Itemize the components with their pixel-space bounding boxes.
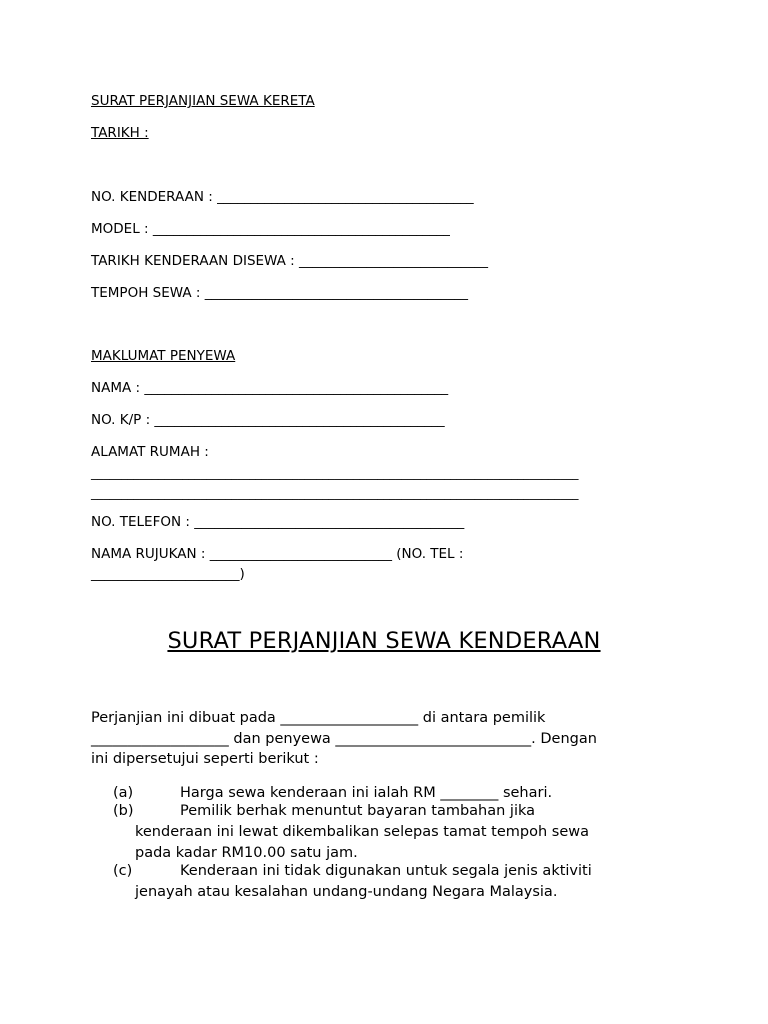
clause-b-text-line-1: Pemilik berhak menuntut bayaran tambahan jika xyxy=(180,803,536,819)
date-label: TARIKH : xyxy=(91,125,149,141)
agreement-paragraph-line-3: ini dipersetujui seperti berikut : xyxy=(91,751,319,767)
renter-info-heading: MAKLUMAT PENYEWA xyxy=(91,348,236,364)
clause-b-text-line-2: kenderaan ini lewat dikembalikan selepas tamat tempoh sewa xyxy=(135,824,590,840)
renter-name-field: NAMA : _____________________________________________ xyxy=(91,380,449,396)
clause-a-text: Harga sewa kenderaan ini ialah RM ________ sehari. xyxy=(180,785,553,801)
agreement-title: SURAT PERJANJIAN SEWA KENDERAAN xyxy=(167,628,601,654)
address-line-1: ________________________________________________________________________________ xyxy=(91,466,579,480)
clause-b-text-line-3: pada kadar RM10.00 satu jam. xyxy=(135,845,358,861)
clause-a-label: (a) xyxy=(113,785,134,801)
clause-c-label: (c) xyxy=(113,863,133,879)
clause-c-text-line-1: Kenderaan ini tidak digunakan untuk segala jenis aktiviti xyxy=(180,863,592,879)
vehicle-model-field: MODEL : ____________________________________________ xyxy=(91,221,450,237)
address-line-2: ________________________________________________________________________________ xyxy=(91,486,579,500)
rental-period-field: TEMPOH SEWA : _______________________________________ xyxy=(91,285,468,301)
date-rented-field: TARIKH KENDERAAN DISEWA : ____________________________ xyxy=(91,253,489,269)
agreement-paragraph-line-1: Perjanjian ini dibuat pada ___________________ di antara pemilik xyxy=(91,710,546,726)
agreement-paragraph-line-2: ___________________ dan penyewa ___________________________. Dengan xyxy=(91,731,597,747)
renter-ic-field: NO. K/P : ___________________________________________ xyxy=(91,412,445,428)
clause-c-text-line-2: jenayah atau kesalahan undang-undang Negara Malaysia. xyxy=(135,884,558,900)
letter-title: SURAT PERJANJIAN SEWA KERETA xyxy=(91,93,315,109)
address-label: ALAMAT RUMAH : xyxy=(91,444,209,460)
phone-field: NO. TELEFON : ________________________________________ xyxy=(91,514,465,530)
reference-field-line-2: ______________________) xyxy=(91,566,245,582)
vehicle-reg-field: NO. KENDERAAN : ______________________________________ xyxy=(91,189,474,205)
clause-b-label: (b) xyxy=(113,803,134,819)
reference-field-line-1: NAMA RUJUKAN : ___________________________ (NO. TEL : xyxy=(91,546,464,562)
